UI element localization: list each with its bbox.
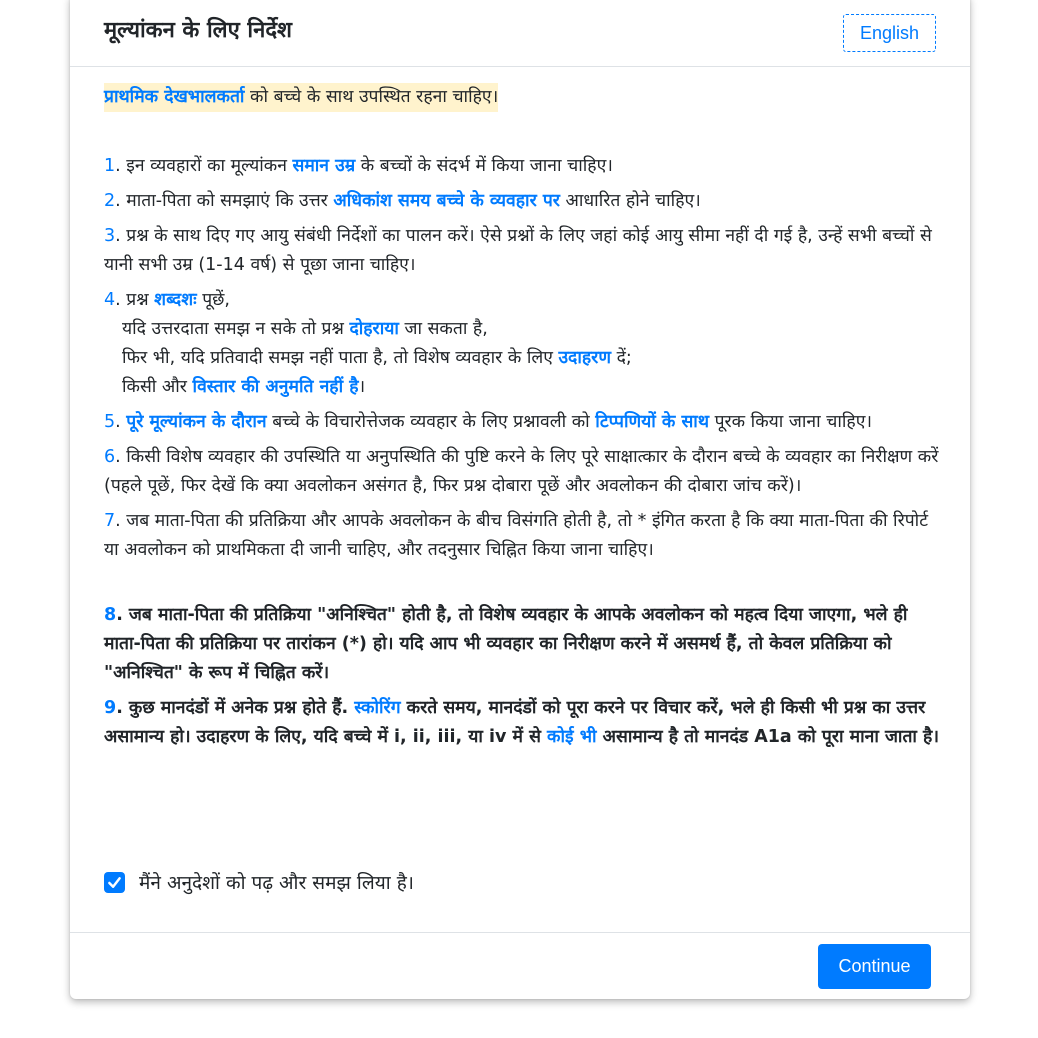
- continue-button[interactable]: Continue: [818, 944, 931, 989]
- instruction-item-8: 8. जब माता-पिता की प्रतिक्रिया "अनिश्चित" होती है, तो विशेष व्यवहार के आपके अवलोकन को महत्व दिया जाएगा, भले ही माता-पिता की प्रतिक्रिया पर तारांकन (*) हो। यदि आप भी व्यवहार का निरीक्षण करने में असमर्थ हैं, तो केवल प्रतिक्रिया को "अनिश्चित" के रूप में चिह्नित करें।: [104, 605, 908, 683]
- item-number: 8: [104, 605, 117, 625]
- instruction-item-3: 3. प्रश्न के साथ दिए गए आयु संबंधी निर्देशों का पालन करें। ऐसे प्रश्नों के लिए जहां कोई आयु सीमा नहीं दी गई है, उन्हें सभी बच्चों से यानी सभी उम्र (1-14 वर्ष) से पूछा जाना चाहिए।: [104, 226, 932, 275]
- dialog-title: मूल्यांकन के लिए निर्देश: [104, 18, 292, 43]
- read-confirmation[interactable]: [104, 867, 414, 897]
- item-number: 5: [104, 412, 116, 432]
- instruction-item-4: 4. प्रश्न शब्दशः पूछें, यदि उत्तरदाता समझ न सके तो प्रश्न दोहराया जा सकता है, फिर भी, यदि प्रतिवादी समझ नहीं पाता है, तो विशेष व्यवहार के लिए उदाहरण दें; किसी और विस्तार की अनुमति नहीं है।: [104, 290, 632, 397]
- instructions-dialog: [70, 0, 970, 999]
- item-number: 1: [104, 156, 116, 176]
- instruction-item-9: 9. कुछ मानदंडों में अनेक प्रश्न होते हैं. स्कोरिंग करते समय, मानदंडों को पूरा करने पर विचार करें, भले ही किसी भी प्रश्न का उत्तर असामान्य हो। उदाहरण के लिए, यदि बच्चे में i, ii, iii, या iv में से कोई भी असामान्य है तो मानदंड A1a को पूरा माना जाता है।: [104, 698, 939, 747]
- instruction-item-2: 2. माता-पिता को समझाएं कि उत्तर अधिकांश समय बच्चे के व्यवहार पर आधारित होने चाहिए।: [104, 191, 701, 211]
- instruction-item-6: 6. किसी विशेष व्यवहार की उपस्थिति या अनुपस्थिति की पुष्टि करने के लिए पूरे साक्षात्कार के दौरान बच्चे के व्यवहार का निरीक्षण करें (पहले पूछें, फिर देखें कि क्या अवलोकन असंगत है, फिर प्रश्न दोबारा पूछें और अवलोकन की दोबारा जांच करें)।: [104, 447, 939, 496]
- item-number: 6: [104, 447, 116, 467]
- instruction-item-5: 5. पूरे मूल्यांकन के दौरान बच्चे के विचारोत्तेजक व्यवहार के लिए प्रश्नावली को टिप्पणियों के साथ पूरक किया जाना चाहिए।: [104, 412, 873, 432]
- read-confirmation-label: मैंने अनुदेशों को पढ़ और समझ लिया है।: [139, 872, 414, 894]
- checkmark-icon: [107, 875, 122, 890]
- english-language-button[interactable]: English: [843, 14, 936, 52]
- dialog-body: [104, 67, 944, 752]
- read-confirmation-checkbox[interactable]: [104, 872, 125, 893]
- dialog-footer: [70, 932, 970, 999]
- item-number: 2: [104, 191, 116, 211]
- dialog-header: [70, 0, 970, 67]
- item-number: 7: [104, 511, 116, 531]
- instruction-item-1: 1. इन व्यवहारों का मूल्यांकन समान उम्र के बच्चों के संदर्भ में किया जाना चाहिए।: [104, 156, 613, 176]
- item-number: 9: [104, 698, 117, 718]
- primary-caregiver-note: [104, 83, 498, 112]
- item-number: 4: [104, 290, 116, 310]
- item-number: 3: [104, 226, 116, 246]
- intro-highlight: प्राथमिक देखभालकर्ता: [104, 87, 245, 107]
- intro-text: को बच्चे के साथ उपस्थित रहना चाहिए।: [244, 87, 499, 107]
- instruction-item-7: 7. जब माता-पिता की प्रतिक्रिया और आपके अवलोकन के बीच विसंगति होती है, तो * इंगित करता है कि क्या माता-पिता की रिपोर्ट या अवलोकन को प्राथमिकता दी जानी चाहिए, और तदनुसार चिह्नित किया जाना चाहिए।: [104, 511, 929, 560]
